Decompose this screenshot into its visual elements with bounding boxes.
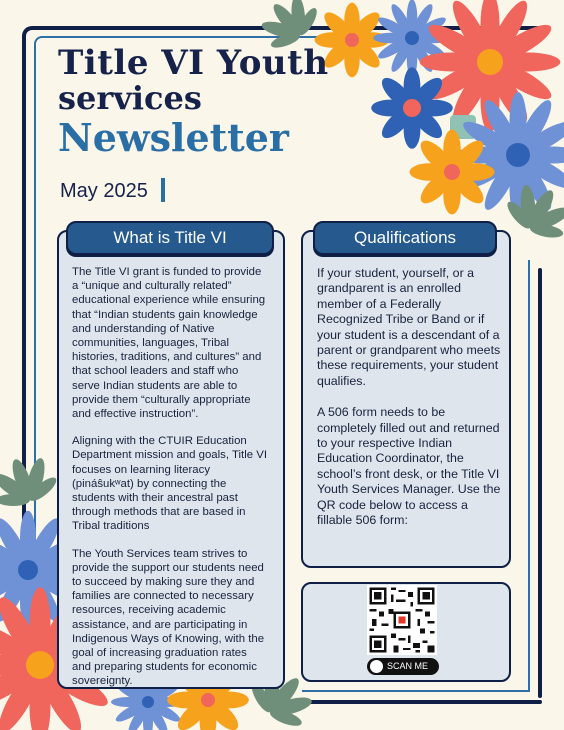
qr-code-icon[interactable] <box>367 585 437 655</box>
scan-me-label: SCAN ME <box>387 661 429 671</box>
scan-me-button[interactable] <box>367 658 439 675</box>
newsletter-title-line2: services <box>58 79 202 117</box>
newsletter-title-line3: Newsletter <box>58 115 289 160</box>
qualifications-paragraph: If your student, yourself, or a grandparent is an enrolled member of a Federally Recognized Tribe or Band or if your student is a descendant of a parent or grandparent who meets these requirements, your student qualifies. <box>317 266 501 388</box>
newsletter-title-line1: Title VI Youth <box>58 43 329 83</box>
pdf-icon <box>370 660 383 673</box>
qualifications-paragraph: A 506 form needs to be completely filled out and returned to your respective Indian Education Coordinator, the school’s front desk, or the Title VI Youth Services Manager. Use the QR code below to access a fillable 506 form: <box>317 405 501 528</box>
title-vi-paragraph: The Youth Services team strives to provide the support our students need to succeed by making sure they and families are connected to necessary resources, receiving academic assistance, and are participating in Indigenous Ways of Knowing, with the goal of increasing graduation rates and preparing students for economic sovereignty. <box>72 547 265 688</box>
title-vi-heading: What is Title VI <box>66 221 274 255</box>
title-vi-body <box>72 265 268 702</box>
issue-date: May 2025 <box>60 180 148 202</box>
title-vi-paragraph: The Title VI grant is funded to provide a “unique and culturally related” educational experience while ensuring that “Indian students gain knowledge and understanding of Native communities, languages, Tribal histories, traditions, and cultures” and that school leaders and staff who serve Indian students are able to provide them “culturally appropriate and effective instruction”. <box>72 266 266 421</box>
date-accent-bar <box>161 178 165 202</box>
qualifications-body <box>317 266 501 545</box>
qualifications-heading: Qualifications <box>313 221 497 255</box>
title-vi-paragraph: Aligning with the CTUIR Education Department mission and goals, Title VI focuses on learning literacy (pináŝukʷat) by connecting the students with their ancestral past through methods that are based in Tribal traditions <box>72 435 267 533</box>
